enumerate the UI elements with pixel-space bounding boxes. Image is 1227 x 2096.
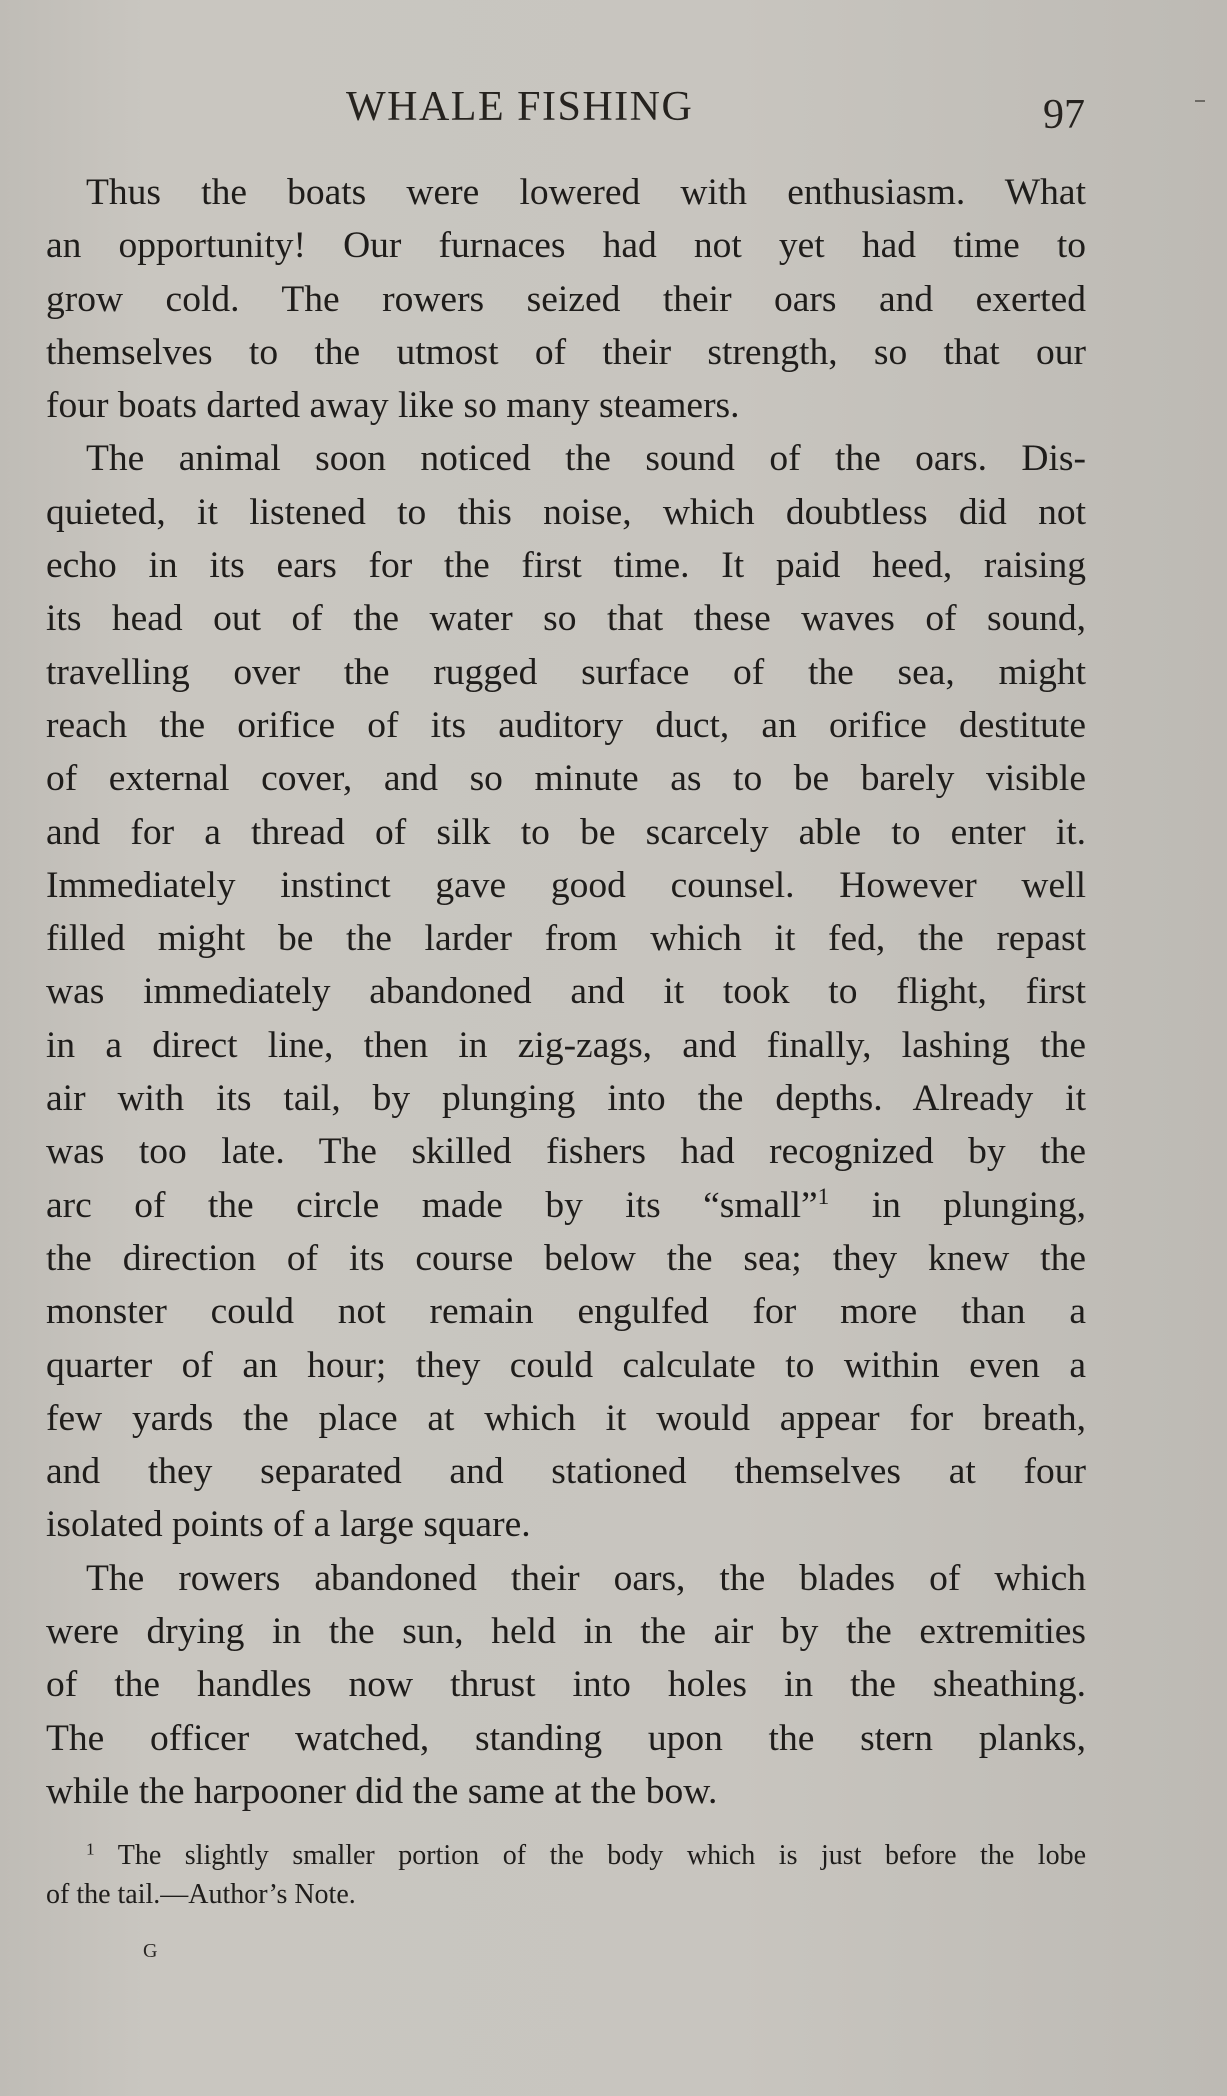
text-line: the direction of its course below the sea; they knew the <box>46 1237 1086 1279</box>
text-line: in a direct line, then in zig-zags, and finally, lashing the <box>46 1024 1086 1066</box>
text-line: of the handles now thrust into holes in the sheathing. <box>46 1664 1086 1706</box>
footnote <box>46 1836 1086 1914</box>
footnote-text: The slightly smaller portion of the body which is just before the lobe <box>94 1840 1086 1871</box>
text-line: The rowers abandoned their oars, the blades of which <box>86 1557 1086 1599</box>
margin-mark <box>1195 100 1205 102</box>
text-line: Immediately instinct gave good counsel. However well <box>46 864 1086 906</box>
text-line: monster could not remain engulfed for more than a <box>46 1291 1086 1333</box>
text-line: The animal soon noticed the sound of the oars. Dis- <box>86 438 1086 480</box>
page-number: 97 <box>1043 92 1085 138</box>
text-line: filled might be the larder from which it fed, the repast <box>46 918 1086 960</box>
text-line: echo in its ears for the first time. It paid heed, raising <box>46 545 1086 587</box>
footnote-line: of the tail.—Author’s Note. <box>46 1879 356 1910</box>
text-segment: arc of the circle made by its “small” <box>46 1184 818 1226</box>
text-line: isolated points of a large square. <box>46 1504 531 1546</box>
text-line: of external cover, and so minute as to be barely visible <box>46 758 1086 800</box>
footnote-marker: 1 <box>86 1839 95 1859</box>
signature-mark: G <box>143 1940 158 1962</box>
text-line: themselves to the utmost of their strength, so that our <box>46 331 1086 373</box>
text-line: an opportunity! Our furnaces had not yet had time to <box>46 225 1086 267</box>
footnote-line <box>46 1836 1086 1875</box>
text-line: few yards the place at which it would appear for breath, <box>46 1397 1086 1439</box>
text-line: reach the orifice of its auditory duct, an orifice destitute <box>46 704 1086 746</box>
text-line: and they separated and stationed themselves at four <box>46 1451 1086 1493</box>
text-line: was immediately abandoned and it took to flight, first <box>46 971 1086 1013</box>
text-line: air with its tail, by plunging into the depths. Already it <box>46 1078 1086 1120</box>
text-line: travelling over the rugged surface of the sea, might <box>46 651 1086 693</box>
text-line: while the harpooner did the same at the bow. <box>46 1770 718 1812</box>
text-line: its head out of the water so that these waves of sound, <box>46 598 1086 640</box>
running-head: WHALE FISHING <box>346 84 694 130</box>
text-line: were drying in the sun, held in the air by the extremities <box>46 1611 1086 1653</box>
text-line: quarter of an hour; they could calculate to within even a <box>46 1344 1086 1386</box>
body-text <box>46 166 1086 1818</box>
text-line: quieted, it listened to this noise, which doubtless did not <box>46 491 1086 533</box>
text-line-with-footnote-ref <box>46 1179 1086 1232</box>
text-line: Thus the boats were lowered with enthusiasm. What <box>86 172 1086 213</box>
text-line: was too late. The skilled fishers had recognized by the <box>46 1131 1086 1173</box>
text-line: grow cold. The rowers seized their oars and exerted <box>46 278 1086 320</box>
text-line: four boats darted away like so many steamers. <box>46 385 740 427</box>
text-line: The officer watched, standing upon the stern planks, <box>46 1717 1086 1759</box>
footnote-reference: 1 <box>817 1183 830 1210</box>
text-line: and for a thread of silk to be scarcely able to enter it. <box>46 811 1086 853</box>
text-segment: in plunging, <box>829 1184 1086 1226</box>
